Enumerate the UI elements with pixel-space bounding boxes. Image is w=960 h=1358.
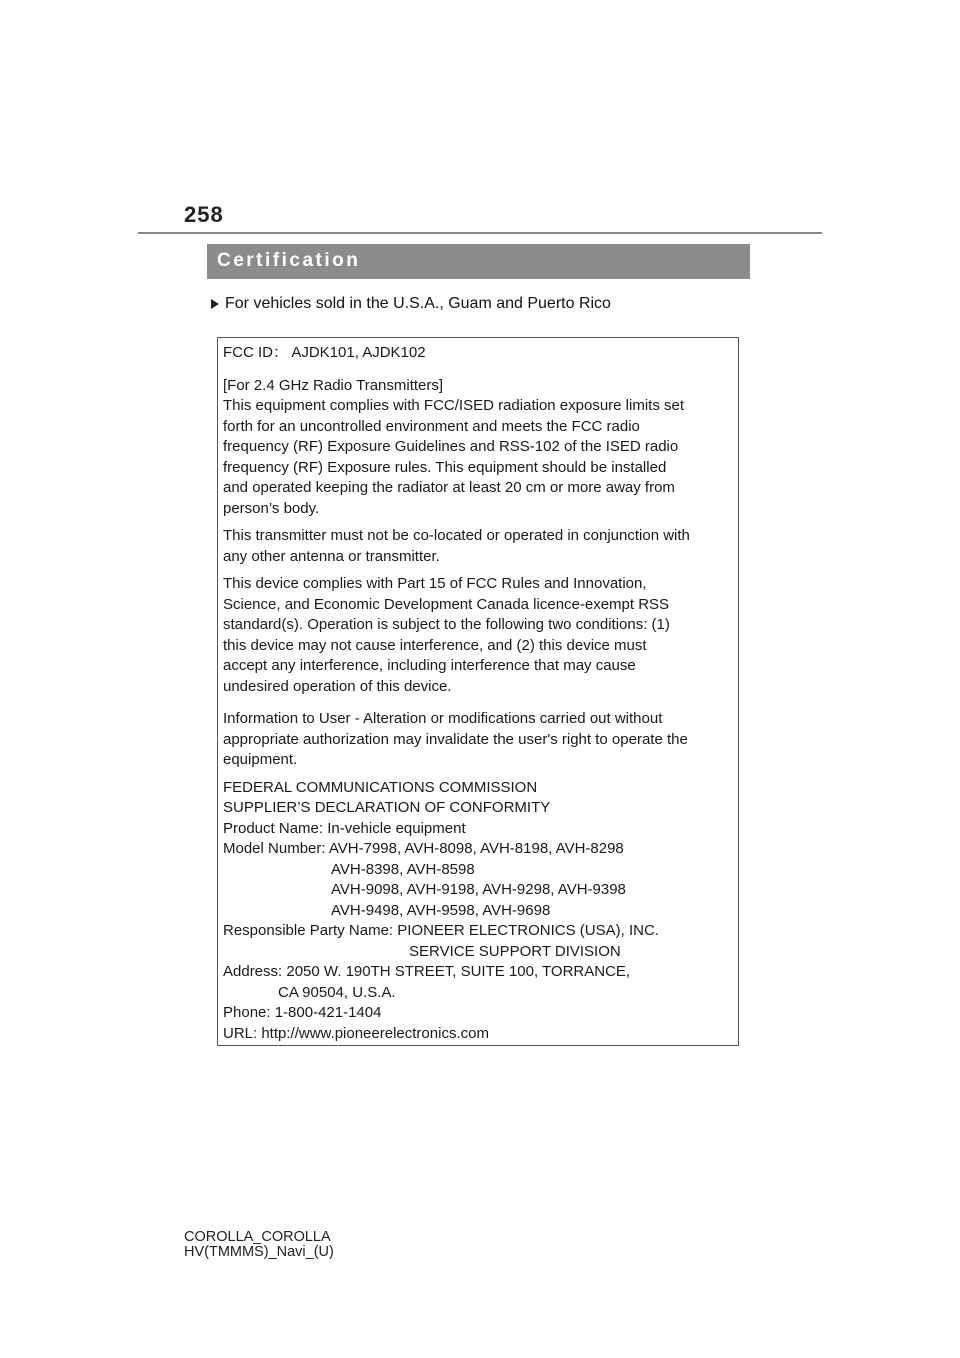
phone: Phone: 1-800-421-1404	[223, 1004, 382, 1021]
footer-line: HV(TMMMS)_Navi_(U)	[184, 1244, 334, 1260]
part15-line: Science, and Economic Development Canada licence-exempt RSS	[223, 595, 670, 613]
radio-line: forth for an uncontrolled environment and meets the FCC radio	[223, 417, 640, 435]
triangle-bullet-icon	[211, 299, 219, 309]
sdoc-subtitle: SUPPLIER’S DECLARATION OF CONFORMITY	[223, 799, 551, 816]
product-name: Product Name: In-vehicle equipment	[223, 819, 466, 837]
certification-box	[217, 337, 739, 1046]
colocation-line: This transmitter must not be co-located or operated in conjunction with	[223, 527, 690, 544]
header-rule	[138, 232, 822, 234]
radio-line: frequency (RF) Exposure Guidelines and RSS-102 of the ISED radio	[223, 438, 679, 455]
sdoc-title: FEDERAL COMMUNICATIONS COMMISSION	[223, 778, 538, 796]
user-info-block	[223, 709, 732, 771]
address-line: Address: 2050 W. 190TH STREET, SUITE 100, TORRANCE,	[223, 963, 631, 980]
address-line: CA 90504, U.S.A.	[278, 983, 396, 1001]
part15-line: This device complies with Part 15 of FCC Rules and Innovation,	[223, 575, 647, 592]
url: URL: http://www.pioneerelectronics.com	[223, 1024, 489, 1042]
model-number: Model Number: AVH-7998, AVH-8098, AVH-8198, AVH-8298	[223, 840, 624, 857]
fcc-id: FCC ID： AJDK101, AJDK102	[223, 344, 426, 361]
part15-line: accept any interference, including interference that may cause	[223, 657, 636, 674]
section-header	[207, 244, 750, 279]
intro-bullet	[211, 295, 611, 313]
section-title: Certification	[217, 250, 361, 271]
user-info-line: Information to User - Alteration or modifications carried out without	[223, 710, 663, 727]
model-number-extra: AVH-9098, AVH-9198, AVH-9298, AVH-9398	[331, 881, 626, 898]
footer-line: COROLLA_COROLLA	[184, 1229, 331, 1245]
responsible-division: SERVICE SUPPORT DIVISION	[409, 942, 621, 960]
model-number-extra: AVH-8398, AVH-8598	[331, 860, 475, 878]
page-number: 258	[184, 202, 224, 227]
part15-line: standard(s). Operation is subject to the following two conditions: (1)	[223, 616, 670, 633]
part15-line: undesired operation of this device.	[223, 677, 452, 695]
radio-transmitters-block	[223, 376, 732, 520]
sdoc-block	[223, 778, 732, 1045]
radio-heading: [For 2.4 GHz Radio Transmitters]	[223, 376, 444, 394]
radio-line: This equipment complies with FCC/ISED radiation exposure limits set	[223, 397, 685, 414]
user-info-line: appropriate authorization may invalidate the user's right to operate the	[223, 730, 688, 748]
colocation-block	[223, 526, 732, 567]
radio-line: and operated keeping the radiator at least 20 cm or more away from	[223, 479, 675, 496]
radio-line: person’s body.	[223, 499, 320, 517]
part15-block	[223, 574, 732, 697]
footer-doc-code	[184, 1230, 334, 1260]
colocation-line: any other antenna or transmitter.	[223, 547, 440, 565]
model-number-extra: AVH-9498, AVH-9598, AVH-9698	[331, 901, 551, 919]
responsible-party: Responsible Party Name: PIONEER ELECTRONICS (USA), INC.	[223, 922, 659, 939]
intro-text: For vehicles sold in the U.S.A., Guam and Puerto Rico	[225, 295, 611, 312]
part15-line: this device may not cause interference, and (2) this device must	[223, 636, 647, 654]
radio-line: frequency (RF) Exposure rules. This equipment should be installed	[223, 458, 667, 476]
user-info-line: equipment.	[223, 751, 298, 768]
